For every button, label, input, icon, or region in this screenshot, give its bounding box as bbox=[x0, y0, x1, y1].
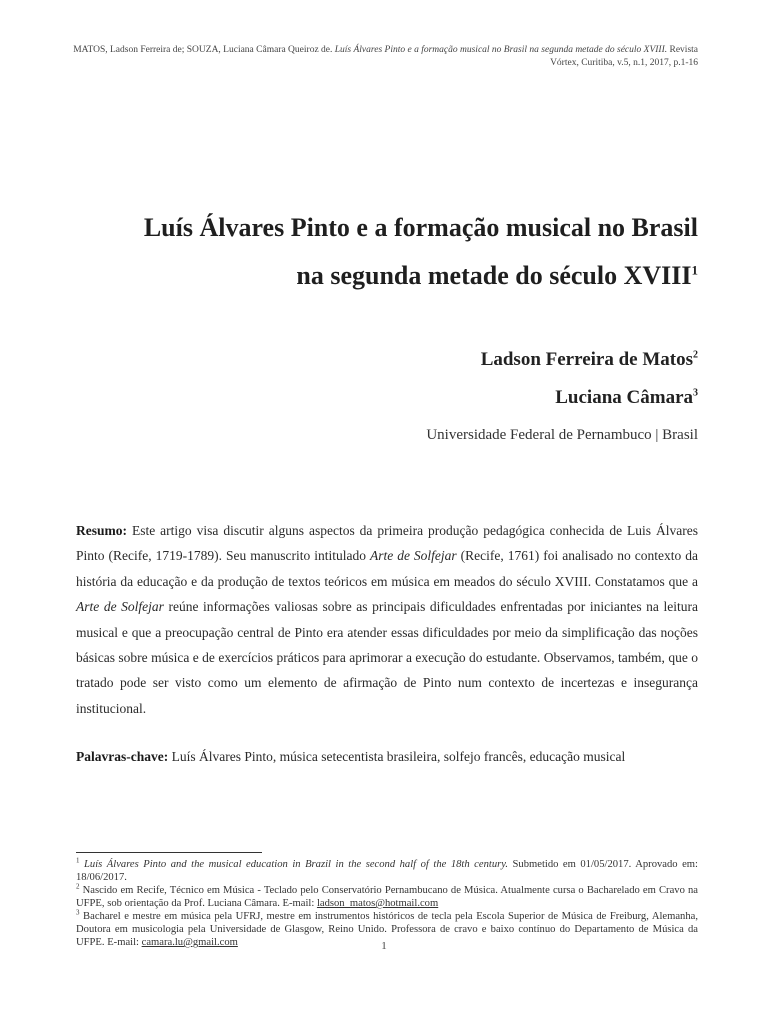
author-2 bbox=[198, 386, 698, 410]
author-1 bbox=[198, 348, 698, 372]
keywords-text: Luís Álvares Pinto, música setecentista brasileira, solfejo francês, educação musical bbox=[168, 749, 626, 764]
header-journal-end: Vórtex, Curitiba, v.5, n.1, 2017, p.1-16 bbox=[550, 58, 698, 68]
header-authors: MATOS, Ladson Ferreira de; SOUZA, Luciana Câmara Queiroz de. bbox=[73, 45, 333, 55]
footnote-1-text: Submetido em 01/05/2017. Aprovado em: 18/06/2017. bbox=[76, 859, 698, 883]
keywords-label: Palavras-chave: bbox=[76, 749, 169, 764]
footnote-divider bbox=[76, 852, 262, 853]
author-2-footnote-mark[interactable]: 3 bbox=[693, 387, 698, 399]
header-journal-start: Revista bbox=[669, 45, 698, 55]
abstract-work-title-1: Arte de Solfejar bbox=[369, 548, 457, 564]
footnote-1 bbox=[76, 858, 698, 884]
keywords bbox=[76, 744, 698, 769]
footnote-1-english-title: Luís Álvares Pinto and the musical education in Brazil in the second half of the 18th century. bbox=[84, 859, 508, 870]
abstract-label: Resumo: bbox=[76, 523, 127, 538]
abstract bbox=[76, 518, 698, 721]
title-footnote-mark[interactable]: 1 bbox=[691, 262, 698, 278]
article-title bbox=[38, 204, 698, 300]
footnote-2-email-link[interactable]: ladson_matos@hotmail.com bbox=[316, 898, 439, 909]
footnote-3-mark: 3 bbox=[76, 908, 80, 917]
footnote-2-text: Nascido em Recife, Técnico em Música - Teclado pelo Conservatório Pernambucano de Música. Atualmente cursa o Bacharelado em Cravo na UFPE, sob orientação da Prof. Luciana Câmara. E-mail: bbox=[76, 885, 698, 909]
abstract-text-2: (Recife, 1761) foi analisado no contexto da história da educação e da produção de textos teóricos em música em meados do século XVIII. Constatamos que a bbox=[76, 548, 698, 589]
abstract-work-title-2: Arte de Solfejar bbox=[76, 599, 164, 615]
footnotes bbox=[76, 858, 698, 949]
abstract-text-1: Este artigo visa discutir alguns aspectos da primeira produção pedagógica conhecida de Luis Álvares Pinto (Recife, 1719-1789). Seu manuscrito intitulado bbox=[76, 523, 698, 564]
footnote-2-mark: 2 bbox=[76, 882, 80, 891]
footnote-1-mark: 1 bbox=[76, 856, 80, 865]
running-header bbox=[58, 44, 698, 70]
affiliation: Universidade Federal de Pernambuco | Brasil bbox=[426, 427, 698, 443]
footnote-2 bbox=[76, 884, 698, 910]
footnote-3-email-link[interactable]: camara.lu@gmail.com bbox=[141, 937, 238, 948]
title-line-2: na segunda metade do século XVIII bbox=[296, 261, 692, 290]
title-line-1: Luís Álvares Pinto e a formação musical no Brasil bbox=[143, 213, 698, 242]
footnote-3-text: Bacharel e mestre em música pela UFRJ, mestre em instrumentos históricos de tecla pela Escola Superior de Música de Freiburg, Alemanha, Doutora em musicologia pela Universidade de Glasgow, Reino Unido. Professora de cravo e baixo contínuo do Departamento de Música da UFPE. E-mail: bbox=[76, 911, 698, 948]
author-1-footnote-mark[interactable]: 2 bbox=[693, 349, 698, 361]
header-article-title: Luís Álvares Pinto e a formação musical no Brasil na segunda metade do século XVIII. bbox=[334, 45, 668, 55]
author-2-name: Luciana Câmara bbox=[555, 387, 693, 408]
abstract-text-3: reúne informações valiosas sobre as principais dificuldades enfrentadas por iniciantes na leitura musical e que a preocupação central de Pinto era atender essas dificuldades por meio da simplificação das noções básicas sobre música e de exercícios práticos para aprimorar a execução do estudante. Observamos, também, que o tratado pode ser visto como um elemento de afirmação de Pinto num contexto de incertezas e insegurança institucional. bbox=[76, 599, 698, 716]
page-number: 1 bbox=[381, 940, 387, 952]
author-1-name: Ladson Ferreira de Matos bbox=[480, 349, 693, 370]
